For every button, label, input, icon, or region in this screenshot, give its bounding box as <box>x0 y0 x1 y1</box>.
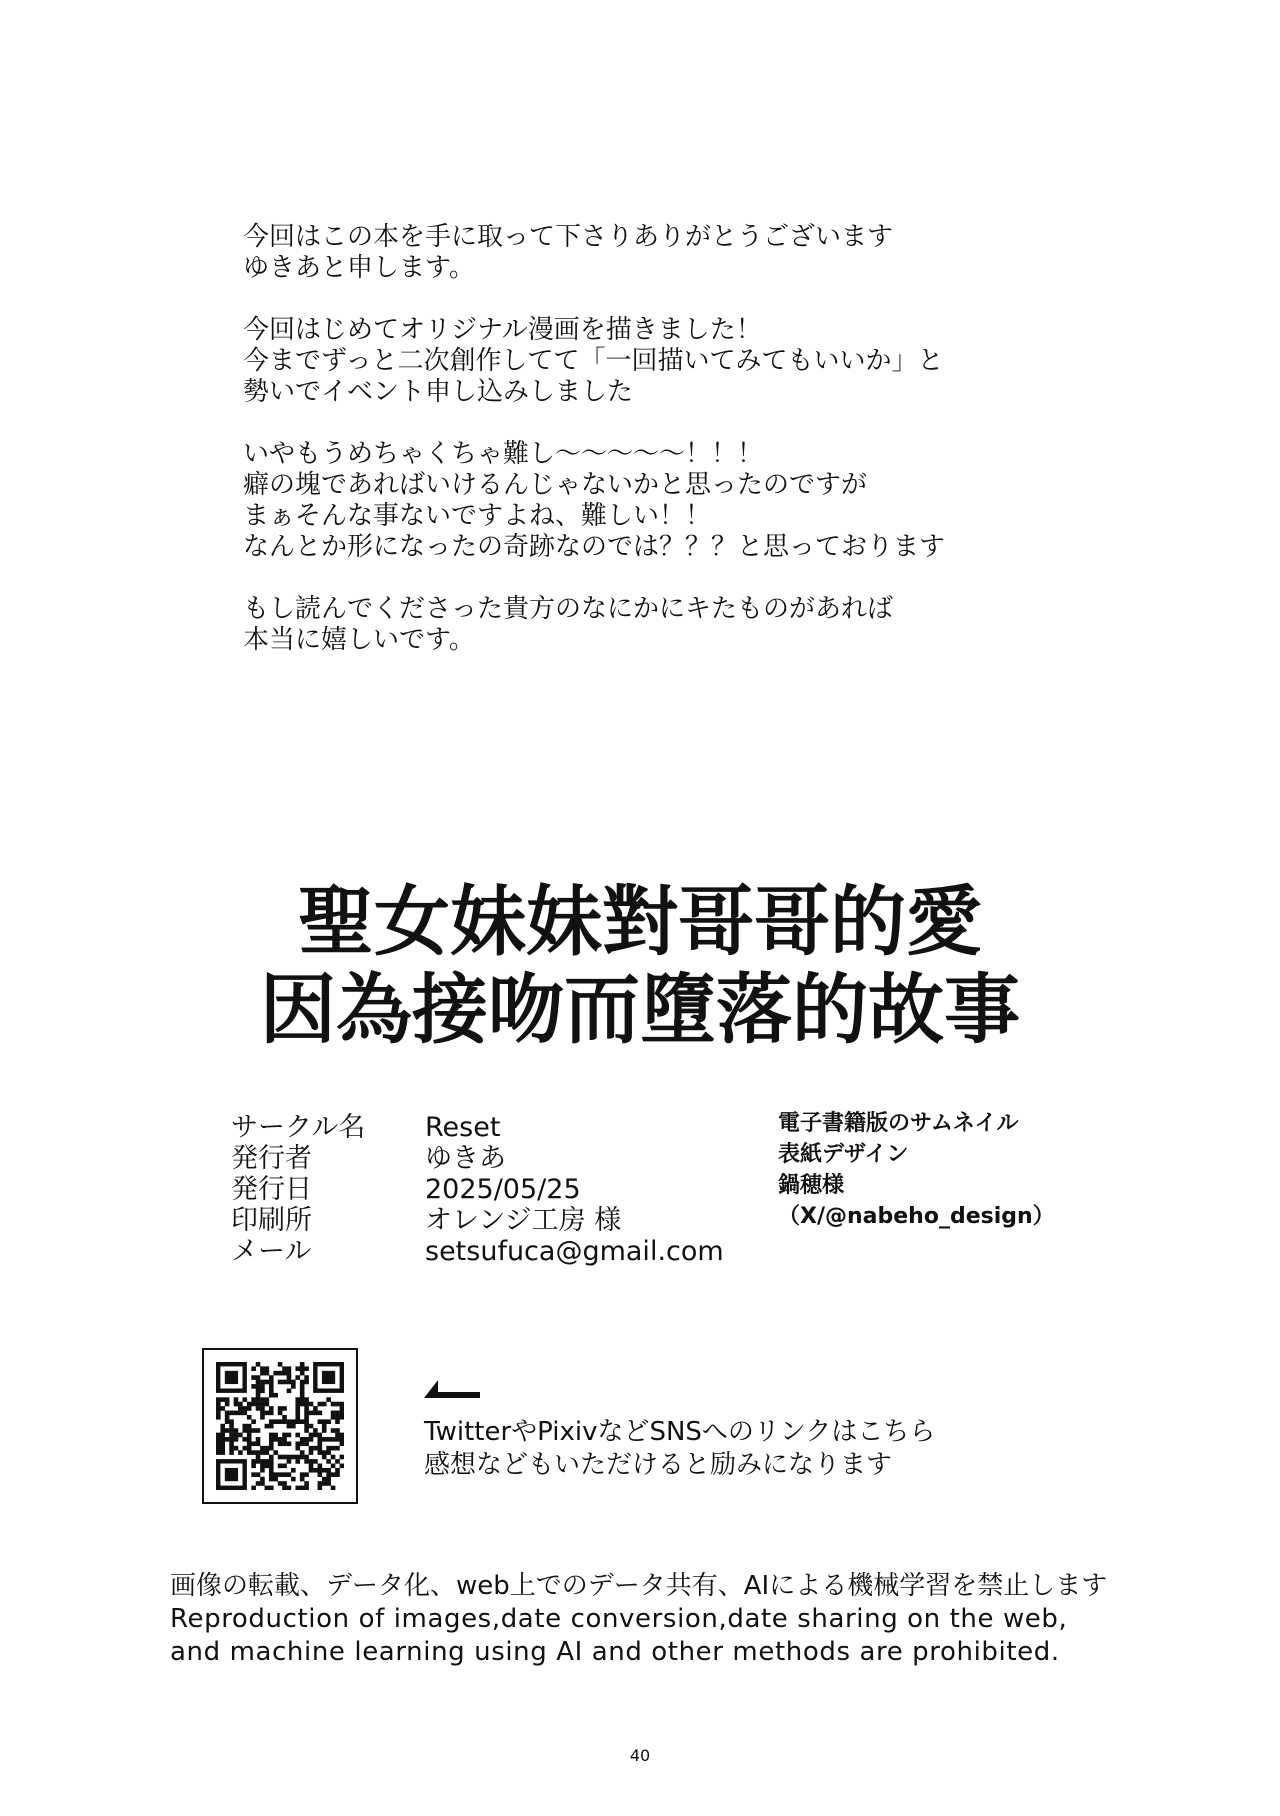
arrow-left-icon <box>424 1378 482 1400</box>
cover-design-credits <box>778 1108 1055 1232</box>
colophon-row-publisher <box>231 1143 724 1174</box>
colophon-value: Reset <box>425 1112 501 1143</box>
colophon-label: 発行者 <box>231 1143 312 1174</box>
qr-code-graphic <box>216 1362 344 1490</box>
afterword-line: なんとか形になったの奇跡なのでは？？？と思っております <box>243 532 946 562</box>
afterword-line: いやもうめちゃくちゃ難し〜〜〜〜〜！！！ <box>243 439 764 469</box>
credits-line: 表紙デザイン <box>778 1142 909 1167</box>
colophon-row-email <box>231 1236 724 1267</box>
colophon-row-printer <box>231 1205 724 1236</box>
notice-jp: 画像の転載、データ化、web上でのデータ共有、AIによる機械学習を禁止します <box>170 1571 1108 1601</box>
colophon-label: 印刷所 <box>231 1205 312 1236</box>
afterword-line: 今回はじめてオリジナル漫画を描きました！ <box>243 315 762 345</box>
afterword-line: ゆきあと申します。 <box>243 253 475 283</box>
afterword-paragraph-1 <box>243 222 1143 284</box>
afterword-line: 癖の塊であればいけるんじゃないかと思ったのですが <box>243 470 868 500</box>
notice-en-line-1: Reproduction of images,date conversion,date sharing on the web, <box>170 1604 1068 1634</box>
afterword-paragraph-3 <box>243 439 1143 563</box>
credits-line: 電子書籍版のサムネイル <box>778 1111 1019 1136</box>
colophon <box>231 1112 724 1267</box>
afterword-line: 今回はこの本を手に取って下さりありがとうございます <box>243 222 894 252</box>
colophon-value: 2025/05/25 <box>425 1174 581 1205</box>
afterword-line: 勢いでイベント申し込みしました <box>243 377 634 407</box>
reproduction-notice <box>170 1570 1107 1669</box>
colophon-value: ゆきあ <box>425 1143 506 1174</box>
colophon-label: メール <box>231 1236 312 1267</box>
sns-feedback-line: 感想などもいただけると励みになります <box>424 1450 893 1480</box>
page-number: 40 <box>629 1746 651 1765</box>
colophon-value: オレンジ工房 様 <box>425 1205 622 1236</box>
colophon-label: サークル名 <box>231 1112 366 1143</box>
afterword <box>243 222 1143 687</box>
notice-en-line-2: and machine learning using AI and other methods are prohibited. <box>170 1637 1060 1667</box>
colophon-email[interactable]: setsufuca@gmail.com <box>425 1236 724 1267</box>
credits-line: 鍋穂様 <box>778 1173 845 1198</box>
book-title-line-1: 聖女妹妹對哥哥的愛 <box>298 877 982 966</box>
qr-code-icon[interactable] <box>202 1348 358 1504</box>
colophon-row-circle <box>231 1112 724 1143</box>
book-title-line-2: 因為接吻而墮落的故事 <box>260 965 1020 1054</box>
sns-link-note <box>424 1416 935 1482</box>
afterword-line: 本当に嬉しいです。 <box>243 625 475 655</box>
afterword-line: 今までずっと二次創作してて「一回描いてみてもいいか」と <box>243 346 944 376</box>
colophon-row-date <box>231 1174 724 1205</box>
sns-link-line: TwitterやPixivなどSNSへのリンクはこちら <box>424 1417 936 1447</box>
book-title <box>0 878 1280 1054</box>
credits-line: （X/@nabeho_design） <box>778 1204 1055 1229</box>
afterword-line: まぁそんな事ないですよね、難しい！！ <box>243 501 712 531</box>
colophon-label: 発行日 <box>231 1174 312 1205</box>
afterword-paragraph-2 <box>243 315 1143 408</box>
afterword-line: もし読んでくださった貴方のなにかにキたものがあれば <box>243 594 894 624</box>
afterword-paragraph-4 <box>243 594 1143 656</box>
